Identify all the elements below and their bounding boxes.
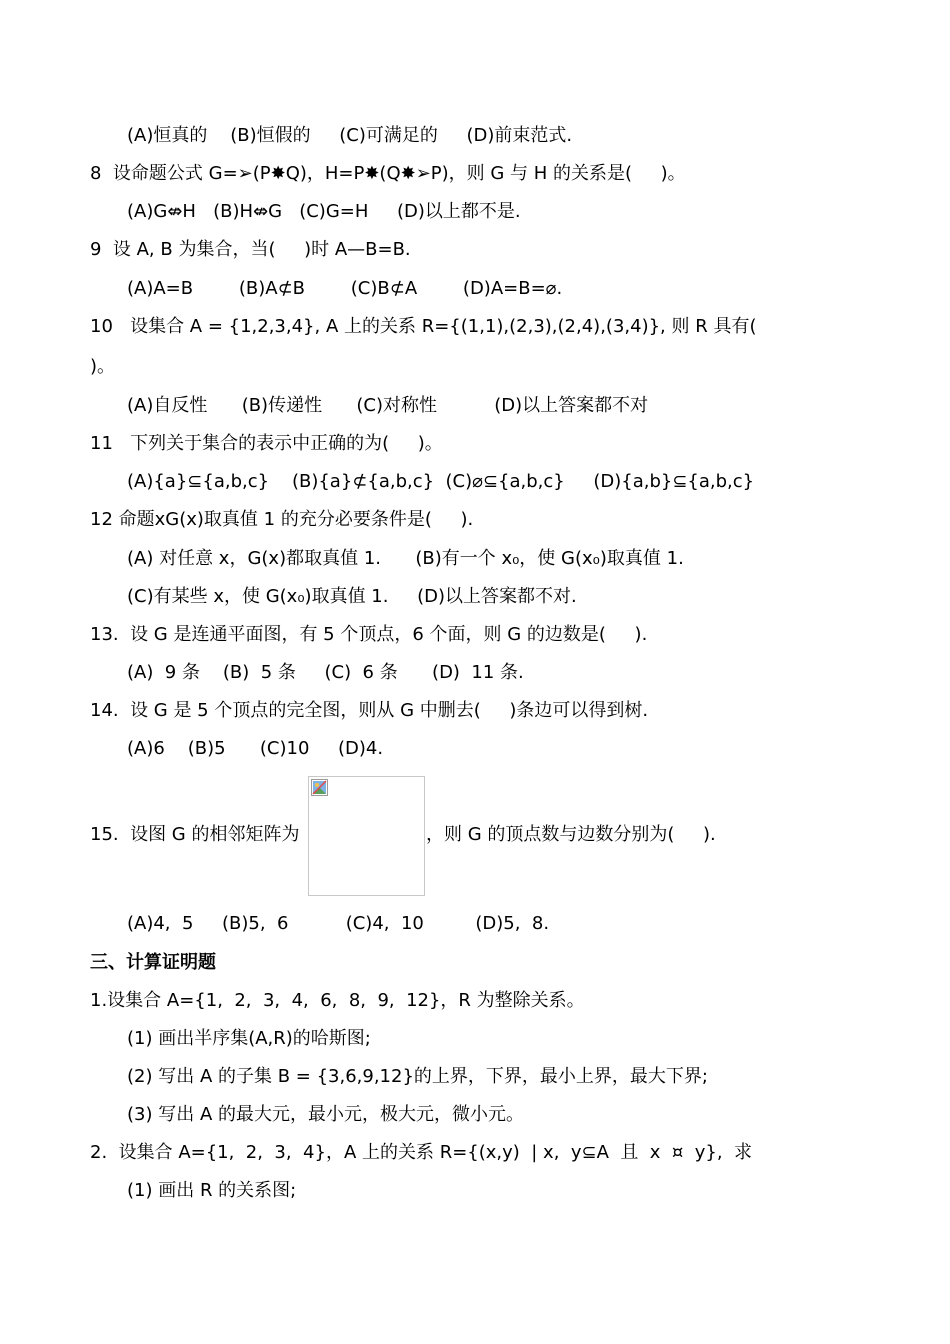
section-heading: 三、计算证明题: [90, 952, 216, 973]
q10-stem: 10 设集合 A = {1,2,3,4}, A 上的关系 R={(1,1),(2,3),(2,4),(3,4)}, 则 R 具有(: [90, 316, 757, 337]
q13-stem: 13. 设 G 是连通平面图，有 5 个顶点，6 个面，则 G 的边数是( ).: [90, 624, 648, 645]
q15-stem-cont: ，则 G 的顶点数与边数分别为( ).: [426, 824, 716, 845]
calc-q1-part2: (2) 写出 A 的子集 B = {3,6,9,12}的上界，下界，最小上界，最大下界;: [127, 1066, 708, 1087]
q11-stem: 11 下列关于集合的表示中正确的为( )。: [90, 433, 443, 454]
q12-options-cd: (C)有某些 x，使 G(x₀)取真值 1. (D)以上答案都不对.: [127, 586, 577, 607]
calc-q1-part1: (1) 画出半序集(A,R)的哈斯图;: [127, 1028, 371, 1049]
adjacency-matrix-image: [308, 776, 425, 896]
calc-q1-part3: (3) 写出 A 的最大元，最小元，极大元，微小元。: [127, 1104, 524, 1125]
calc-q2-stem: 2. 设集合 A={1, 2, 3, 4}，A 上的关系 R={(x,y) | x, y⊆A 且 x ¤ y}, 求: [90, 1142, 753, 1163]
q10-stem-cont: )。: [90, 356, 116, 377]
q15-options: (A)4, 5 (B)5, 6 (C)4, 10 (D)5, 8.: [127, 913, 550, 934]
q9-stem: 9 设 A, B 为集合，当( )时 A—B=B.: [90, 239, 411, 260]
q15-stem: 15. 设图 G 的相邻矩阵为: [90, 824, 300, 845]
q13-options: (A) 9 条 (B) 5 条 (C) 6 条 (D) 11 条.: [127, 662, 524, 683]
q8-options: (A)G⇎H (B)H⇎G (C)G=H (D)以上都不是.: [127, 201, 521, 222]
q11-options: (A){a}⊆{a,b,c} (B){a}⊄{a,b,c} (C)⌀⊆{a,b,c} (D){a,b}⊆{a,b,c}: [127, 471, 755, 492]
q12-options-ab: (A) 对任意 x，G(x)都取真值 1. (B)有一个 x₀，使 G(x₀)取真值 1.: [127, 548, 684, 569]
q7-options: (A)恒真的 (B)恒假的 (C)可满足的 (D)前束范式.: [127, 125, 573, 146]
calc-q2-part1: (1) 画出 R 的关系图;: [127, 1180, 297, 1201]
q8-stem: 8 设命题公式 G=➢(P✸Q)，H=P✸(Q✸➢P)，则 G 与 H 的关系是( )。: [90, 163, 686, 184]
q14-options: (A)6 (B)5 (C)10 (D)4.: [127, 738, 384, 759]
q9-options: (A)A=B (B)A⊄B (C)B⊄A (D)A=B=⌀.: [127, 278, 563, 299]
calc-q1-stem: 1.设集合 A={1, 2, 3, 4, 6, 8, 9, 12}，R 为整除关系。: [90, 990, 585, 1011]
broken-image-icon: [311, 779, 328, 796]
q14-stem: 14. 设 G 是 5 个顶点的完全图，则从 G 中删去( )条边可以得到树.: [90, 700, 649, 721]
q12-stem: 12 命题xG(x)取真值 1 的充分必要条件是( ).: [90, 509, 474, 530]
q10-options: (A)自反性 (B)传递性 (C)对称性 (D)以上答案都不对: [127, 395, 649, 416]
